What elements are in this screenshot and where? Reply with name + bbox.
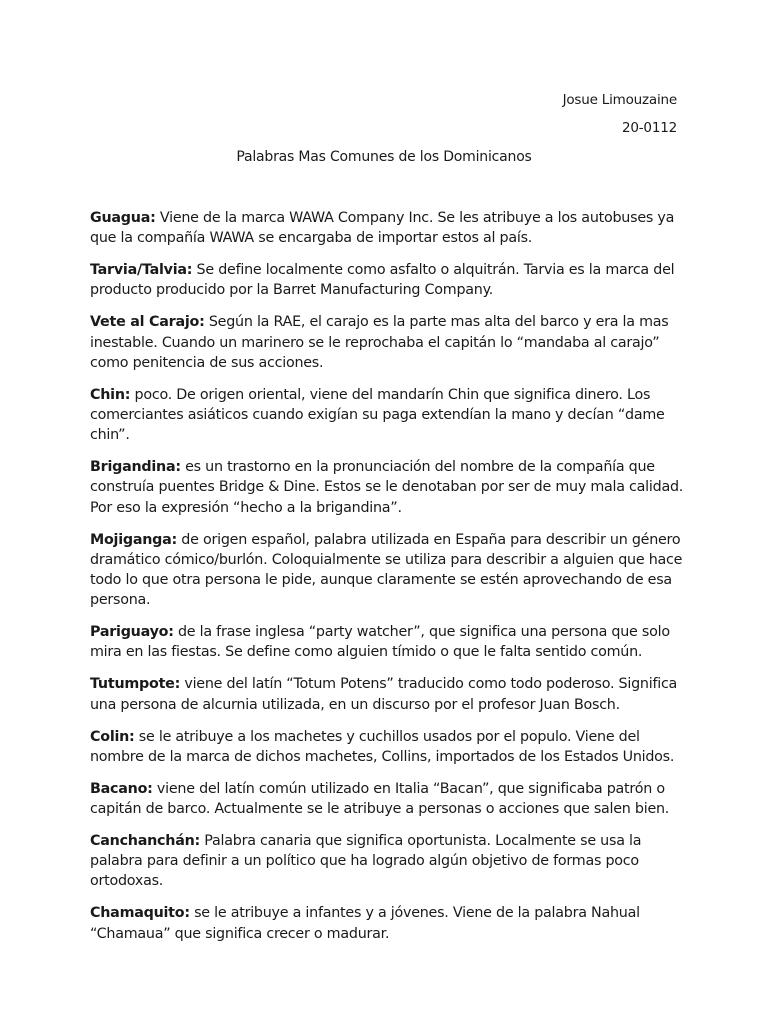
entry-definition: es un trastorno en la pronunciación del nombre de la compañía que construía puentes Bridge & Dine. Estos se le denotaban por ser de muy mala calidad. Por eso la expresión “hecho a la brigandina”. xyxy=(90,459,684,516)
entry-definition: Según la RAE, el carajo es la parte mas alta del barco y era la mas inestable. Cuando un marinero se le reprochaba el capitán lo “mandaba al carajo” como penitencia de sus acciones. xyxy=(90,314,669,371)
entry-term: Tutumpote: xyxy=(90,676,181,693)
entry-definition: Palabra canaria que significa oportunista. Localmente se usa la palabra para definir a un político que ha logrado algún objetivo de formas poco ortodoxas. xyxy=(90,833,642,890)
student-id: 20-0112 xyxy=(621,120,677,136)
entry-term: Bacano: xyxy=(90,780,153,797)
glossary-entry-chamaquito xyxy=(90,903,690,943)
entry-term: Chin: xyxy=(90,386,131,403)
glossary-entry-tarvia xyxy=(90,260,690,300)
entry-term: Guagua: xyxy=(90,210,156,226)
glossary-entry-colin xyxy=(90,727,690,767)
glossary-entry-mojiganga xyxy=(90,530,690,611)
entry-definition: viene del latín “Totum Potens” traducido como todo poderoso. Significa una persona de alcurnia utilizada, en un discurso por el profesor Juan Bosch. xyxy=(90,676,678,713)
entry-definition: se le atribuye a infantes y a jóvenes. Viene de la palabra Nahual “Chamaua” que significa crecer o madurar. xyxy=(90,905,640,942)
entry-term: Mojiganga: xyxy=(90,531,178,548)
entry-definition: viene del latín común utilizado en Italia “Bacan”, que significaba patrón o capitán de barco. Actualmente se le atribuye a personas o acciones que salen bien. xyxy=(90,780,670,818)
entry-definition: poco. De origen oriental, viene del mandarín Chin que significa dinero. Los comerciantes asiáticos cuando exigían su paga extendían la mano y decían “dame chin”. xyxy=(90,386,665,444)
document-title: Palabras Mas Comunes de los Dominicanos xyxy=(236,149,532,165)
entry-definition: de origen español, palabra utilizada en España para describir un género dramático cómico/burlón. Coloquialmente se utiliza para describir a alguien que hace todo lo que otra persona le pide, aunque claramente se estén aprovechando de esa persona. xyxy=(90,531,683,609)
entry-definition: Viene de la marca WAWA Company Inc. Se les atribuye a los autobuses ya que la compañía WAWA se encargaba de importar estos al país. xyxy=(90,210,675,247)
entry-term: Canchanchán: xyxy=(90,833,200,850)
entry-term: Brigandina: xyxy=(90,459,181,476)
entry-term: Chamaquito: xyxy=(90,905,190,922)
glossary-entry-vete-al-carajo xyxy=(90,312,690,373)
glossary-entry-canchanchan xyxy=(90,831,690,892)
glossary-entry-pariguayo xyxy=(90,622,690,662)
entry-definition: Se define localmente como asfalto o alquitrán. Tarvia es la marca del producto producido por la Barret Manufacturing Company. xyxy=(90,262,675,299)
glossary-list xyxy=(90,208,690,956)
entry-term: Tarvia/Talvia: xyxy=(90,262,193,279)
entry-term: Vete al Carajo: xyxy=(90,314,205,331)
glossary-entry-brigandina xyxy=(90,457,690,518)
entry-term: Colin: xyxy=(90,728,135,745)
glossary-entry-bacano xyxy=(90,779,690,819)
author-name: Josue Limouzaine xyxy=(562,92,677,108)
glossary-entry-guagua xyxy=(90,208,690,248)
entry-definition: se le atribuye a los machetes y cuchillos usados por el populo. Viene del nombre de la marca de dichos machetes, Collins, importados de los Estados Unidos. xyxy=(90,728,675,765)
entry-term: Pariguayo: xyxy=(90,624,174,641)
glossary-entry-chin xyxy=(90,385,690,446)
entry-definition: de la frase inglesa “party watcher”, que significa una persona que solo mira en las fiestas. Se define como alguien tímido o que le falta sentido común. xyxy=(90,624,670,661)
glossary-entry-tutumpote xyxy=(90,674,690,714)
